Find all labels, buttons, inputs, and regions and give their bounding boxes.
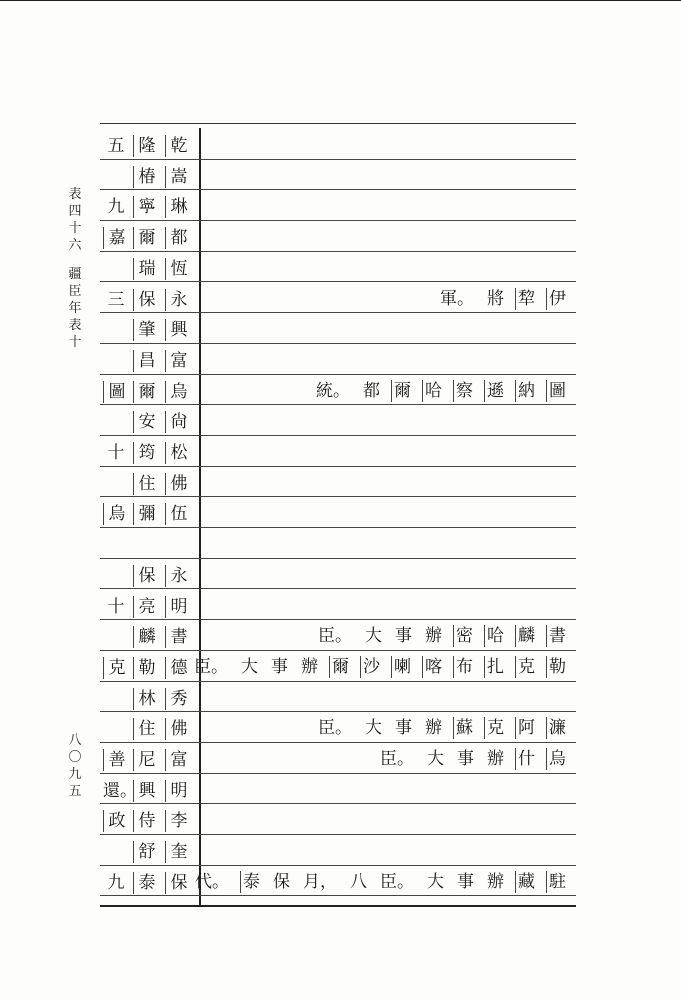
- note-char: 辦: [425, 626, 442, 647]
- note-char: 月，: [303, 871, 337, 892]
- name-char: [103, 319, 129, 341]
- table-row: [100, 774, 576, 805]
- name-char: [103, 411, 129, 433]
- name-char: 九: [107, 872, 125, 893]
- name-char: 爾: [133, 227, 160, 249]
- note-char: 伊: [546, 288, 566, 310]
- table-row: [100, 835, 576, 866]
- margin-title-section: [66, 266, 84, 351]
- name-char: 圖: [103, 381, 130, 403]
- note-char: 都: [363, 380, 380, 401]
- margin-title-volume: [66, 186, 84, 254]
- note-char: 大: [241, 656, 258, 677]
- name-char: 嘉: [103, 227, 130, 249]
- note-char: 事: [271, 656, 288, 677]
- note-char: 哈: [422, 380, 442, 402]
- name-char: 椿: [133, 166, 160, 188]
- name-char: 爾: [133, 381, 160, 403]
- margin-char: 十: [68, 335, 82, 350]
- name-char: [103, 166, 129, 188]
- margin-char: 表: [68, 187, 82, 202]
- note-char: 遜: [484, 380, 504, 402]
- appointment-note: [427, 288, 566, 312]
- official-name: [100, 712, 196, 743]
- name-char: [103, 258, 129, 280]
- note-char: 大: [427, 749, 444, 769]
- note-char: 辦: [487, 749, 504, 769]
- name-char: 永: [165, 289, 192, 311]
- note-char: 蘇: [453, 717, 473, 739]
- note-char: 圖: [546, 380, 566, 402]
- note-char: 臣。: [318, 626, 352, 647]
- name-char: 十: [107, 443, 125, 463]
- name-char: [103, 626, 129, 648]
- name-char: 佛: [165, 718, 192, 740]
- note-char: 臣。: [318, 718, 352, 739]
- note-char: 保: [273, 871, 290, 892]
- name-char: 恆: [165, 258, 192, 280]
- name-char: 明: [165, 780, 192, 802]
- name-char: 林: [133, 688, 160, 710]
- official-name: [100, 620, 196, 651]
- name-char: 保: [133, 565, 160, 587]
- name-char: 保: [165, 872, 192, 894]
- note-char: 駐: [546, 871, 566, 893]
- note-char: 烏: [546, 748, 566, 770]
- name-char: 善: [103, 749, 130, 771]
- row-rule: [100, 895, 576, 896]
- name-char: [103, 688, 129, 710]
- note-char: 爾: [329, 656, 349, 678]
- official-name: [100, 190, 196, 221]
- note-char: 臣。: [194, 656, 228, 677]
- name-char: 住: [133, 718, 160, 740]
- name-char: 彌: [133, 503, 160, 525]
- note-char: 將: [487, 288, 504, 309]
- official-name: [100, 774, 196, 805]
- table-row: [100, 559, 576, 590]
- name-char: 麟: [133, 626, 160, 648]
- note-char: 書: [546, 625, 566, 647]
- table-row: [100, 651, 576, 682]
- name-char: 興: [165, 319, 192, 341]
- name-char: 保: [133, 289, 160, 311]
- name-char: 還。: [103, 780, 137, 801]
- table-row: [100, 528, 576, 559]
- table-row: [100, 712, 576, 743]
- name-char: 亮: [133, 596, 160, 618]
- name-char: 富: [165, 749, 192, 771]
- official-name: [100, 467, 196, 498]
- note-char: 喇: [391, 656, 411, 678]
- appointment-note: [367, 748, 566, 772]
- note-char: 事: [395, 626, 412, 647]
- name-char: 瑞: [133, 258, 160, 280]
- name-char: [103, 473, 129, 495]
- official-name: [100, 375, 196, 406]
- note-char: 辦: [301, 656, 318, 677]
- official-name: [100, 743, 196, 774]
- note-char: 藏: [515, 871, 535, 893]
- official-name: [100, 405, 196, 436]
- name-char: 永: [165, 565, 192, 587]
- name-char: 隆: [133, 135, 160, 157]
- appointment-note: [181, 656, 566, 680]
- official-name: [100, 559, 196, 590]
- table-row: [100, 160, 576, 191]
- name-char: 五: [107, 136, 125, 156]
- table-row: [100, 620, 576, 651]
- official-name: [100, 682, 196, 713]
- table-row: [100, 221, 576, 252]
- name-char: 三: [107, 289, 125, 310]
- name-char: [133, 534, 159, 556]
- official-name: [100, 590, 196, 621]
- name-char: 佛: [165, 473, 192, 495]
- note-char: 事: [457, 871, 474, 892]
- name-char: 安: [133, 411, 160, 433]
- name-char: [103, 565, 129, 587]
- name-char: 政: [103, 810, 130, 832]
- table-row: [100, 436, 576, 467]
- table-row: [100, 497, 576, 528]
- table-row: [100, 129, 576, 160]
- note-char: 犂: [515, 288, 535, 310]
- name-char: 烏: [103, 503, 130, 525]
- name-char: 伍: [165, 503, 192, 525]
- name-char: 嵩: [165, 166, 192, 188]
- note-char: 大: [365, 718, 382, 739]
- note-char: 喀: [422, 656, 442, 678]
- name-char: 琳: [165, 196, 192, 218]
- margin-char: 疆: [68, 267, 82, 282]
- table-top-rule: [100, 123, 576, 124]
- margin-gap: [66, 254, 84, 266]
- name-char: [103, 350, 129, 372]
- name-char: 秀: [165, 688, 192, 710]
- margin-char: 六: [68, 238, 82, 253]
- name-char: 寧: [133, 196, 160, 218]
- note-char: 沙: [360, 656, 380, 678]
- page-top-rule: [0, 0, 681, 1]
- table-row: [100, 344, 576, 375]
- note-char: 勒: [546, 656, 566, 678]
- name-char: [103, 841, 129, 863]
- official-name: [100, 436, 196, 467]
- note-char: 軍。: [440, 288, 474, 309]
- name-char: 侍: [133, 810, 160, 832]
- note-char: 阿: [515, 717, 535, 739]
- name-char: 昌: [133, 350, 160, 372]
- table-row: [100, 252, 576, 283]
- name-char: [103, 718, 129, 740]
- page-number-char: 五: [68, 784, 82, 799]
- page-number-char: 八: [68, 733, 82, 748]
- margin-char: 十: [68, 221, 82, 236]
- official-name: [100, 129, 196, 160]
- name-char: 書: [165, 626, 192, 648]
- note-char: 扎: [484, 656, 504, 678]
- name-char: 尼: [133, 749, 160, 771]
- note-char: 察: [453, 380, 473, 402]
- note-char: 納: [515, 380, 535, 402]
- note-char: 八: [350, 871, 367, 892]
- table-row: [100, 467, 576, 498]
- table-row: [100, 375, 576, 406]
- official-name: [100, 804, 196, 835]
- note-char: 麟: [515, 625, 535, 647]
- appointment-note: [303, 380, 566, 404]
- note-char: 統。: [316, 380, 350, 401]
- name-char: 松: [165, 442, 192, 464]
- note-char: 大: [427, 871, 444, 892]
- note-char: 哈: [484, 625, 504, 647]
- name-char: 舒: [133, 841, 160, 863]
- table-row: [100, 682, 576, 713]
- note-char: 代。: [195, 871, 229, 892]
- name-char: 都: [165, 227, 192, 249]
- table-row: [100, 283, 576, 314]
- name-char: 德: [165, 657, 192, 679]
- name-char: 九: [107, 197, 125, 218]
- official-name: [100, 313, 196, 344]
- name-char: 克: [103, 657, 130, 679]
- note-char: 濂: [546, 717, 566, 739]
- note-char: 布: [453, 656, 473, 678]
- name-char: 奎: [165, 841, 192, 863]
- note-char: 爾: [391, 380, 411, 402]
- margin-char: 臣: [68, 284, 82, 299]
- official-name: [100, 528, 196, 559]
- note-char: 克: [515, 656, 535, 678]
- note-char: 臣。: [380, 871, 414, 892]
- note-char: 事: [395, 718, 412, 739]
- name-char: 明: [165, 596, 192, 618]
- note-char: 辦: [425, 718, 442, 739]
- official-name: [100, 283, 196, 314]
- name-char: 乾: [165, 135, 192, 157]
- name-char: [103, 534, 129, 556]
- official-name: [100, 252, 196, 283]
- page-number: [66, 732, 84, 800]
- appointment-note: [305, 717, 566, 741]
- note-char: 克: [484, 717, 504, 739]
- official-table: [100, 120, 576, 907]
- name-char: 富: [165, 350, 192, 372]
- name-char: [165, 534, 191, 556]
- note-char: 泰: [240, 871, 260, 893]
- official-name: [100, 221, 196, 252]
- name-char: 十: [107, 596, 125, 617]
- name-char: 筠: [133, 442, 160, 464]
- name-char: 肇: [133, 319, 160, 341]
- table-row: [100, 743, 576, 774]
- note-char: 事: [457, 749, 474, 769]
- margin-char: 年: [68, 301, 82, 316]
- official-name: [100, 835, 196, 866]
- margin-char: 表: [68, 318, 82, 333]
- appointment-note: [182, 871, 566, 895]
- official-name: [100, 497, 196, 528]
- name-char: 李: [165, 810, 192, 832]
- table-row: [100, 590, 576, 621]
- note-char: 臣。: [380, 749, 414, 769]
- note-char: 辦: [487, 871, 504, 892]
- table-row: [100, 866, 576, 897]
- appointment-note: [305, 625, 566, 649]
- note-char: 大: [365, 626, 382, 647]
- official-name: [100, 344, 196, 375]
- name-char: 住: [133, 473, 160, 495]
- note-char: 什: [515, 748, 535, 770]
- name-char: 烏: [165, 381, 192, 403]
- margin-title: [66, 186, 84, 351]
- official-name: [100, 160, 196, 191]
- name-char: 勒: [133, 657, 160, 679]
- table-row: [100, 313, 576, 344]
- page-number-char: 〇: [68, 750, 82, 765]
- table-row: [100, 190, 576, 221]
- table-bottom-rule: [100, 905, 576, 907]
- name-char: 興: [133, 780, 160, 802]
- margin-char: 四: [68, 204, 82, 219]
- name-char: 尙: [165, 411, 192, 433]
- table-row: [100, 804, 576, 835]
- name-char: 泰: [133, 872, 160, 894]
- note-char: 密: [453, 625, 473, 647]
- table-row: [100, 405, 576, 436]
- page-number-char: 九: [68, 767, 82, 782]
